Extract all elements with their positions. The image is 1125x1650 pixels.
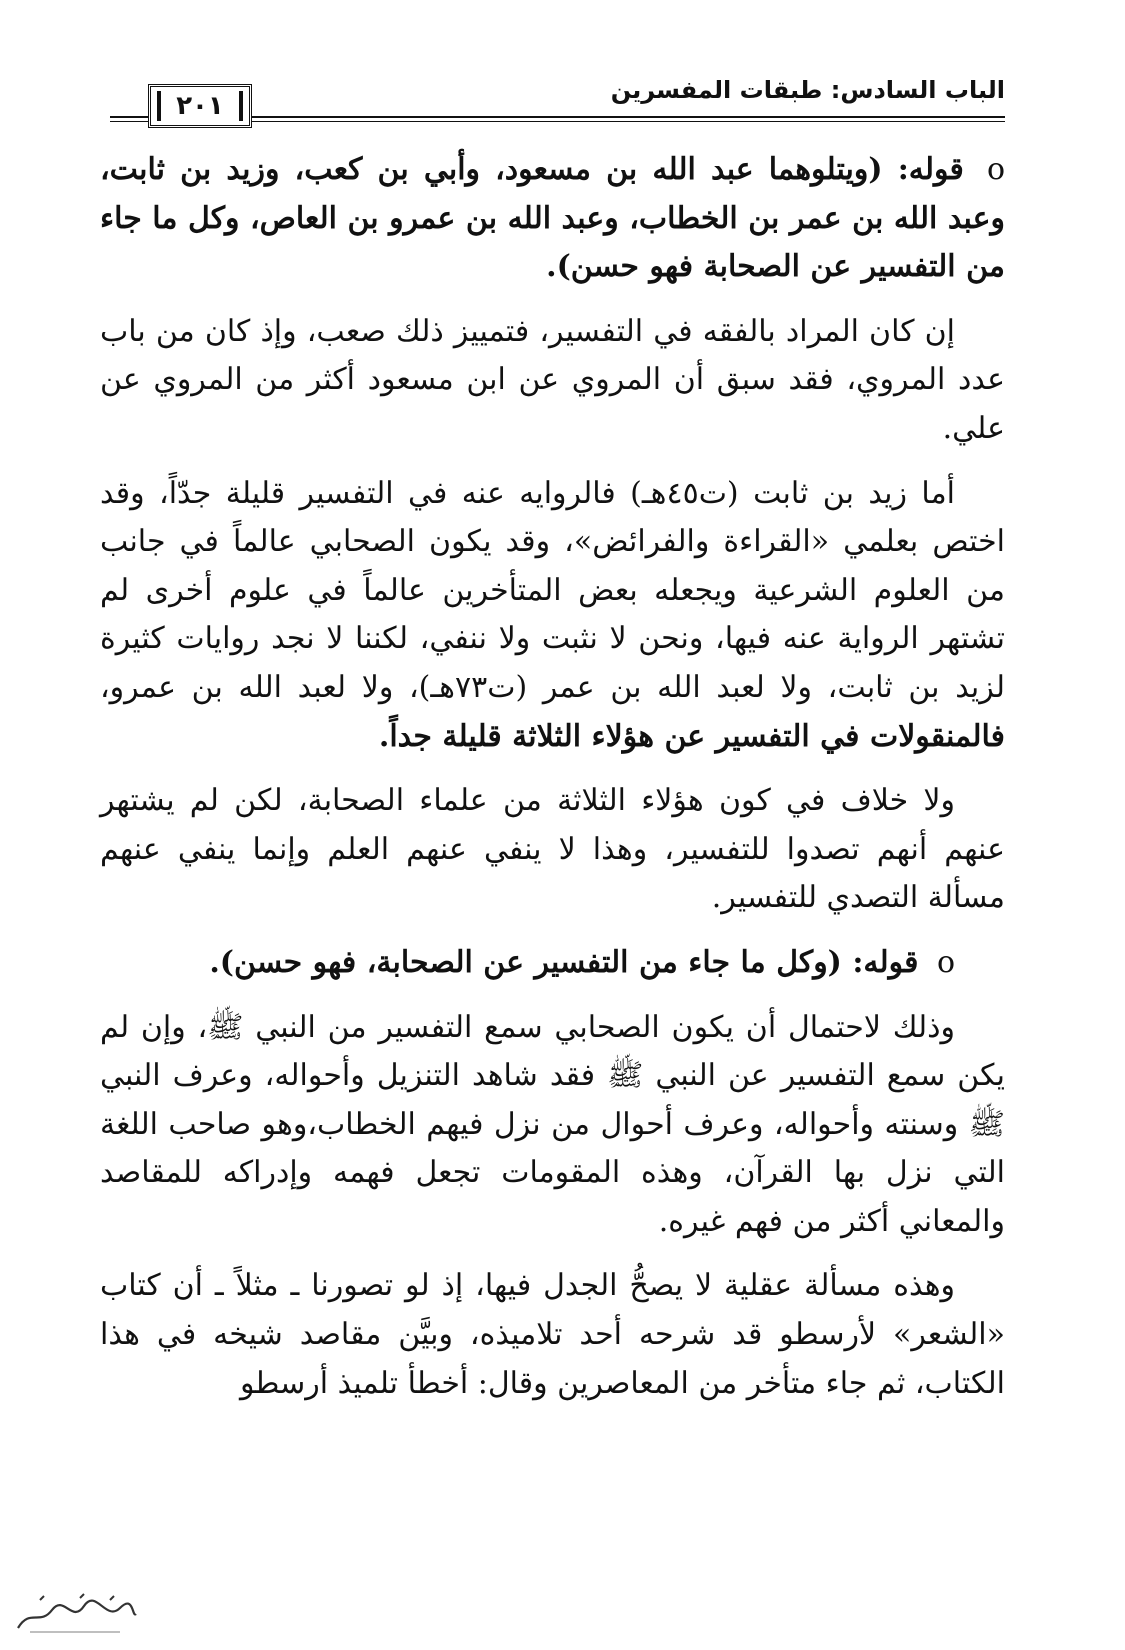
page-body xyxy=(100,146,1005,1424)
paragraph-7: وهذه مسألة عقلية لا يصحُّ الجدل فيها، إذ لو تصورنا ـ مثلاً ـ أن كتاب «الشعر» لأرسطو قد شرحه أحد تلاميذه، وبيَّن مقاصد شيخه في هذا الكتاب، ثم جاء متأخر من المعاصرين وقال: أخطأ تلميذ أرسطو xyxy=(100,1268,1005,1401)
paragraph-2: إن كان المراد بالفقه في التفسير، فتمييز ذلك صعب، وإذ كان من باب عدد المروي، فقد سبق أن المروي عن ابن مسعود أكثر من المروي عن علي. xyxy=(100,313,1005,446)
quote-text: (وكل ما جاء من التفسير عن الصحابة، فهو حسن). xyxy=(209,944,842,980)
quote-paragraph-1 xyxy=(100,146,1005,292)
running-title: الباب السادس: طبقات المفسرين xyxy=(610,76,1005,104)
quote-label: قوله: xyxy=(897,152,964,187)
paragraph-6: وذلك لاحتمال أن يكون الصحابي سمع التفسير من النبي ﷺ، وإن لم يكن سمع التفسير عن النبي ﷺ فقد شاهد التنزيل وأحواله، وعرف النبي ﷺ وسنته وأحواله، وعرف أحوال من نزل فيهم الخطاب،وهو صاحب اللغة التي نزل بها القرآن، وهذه المقومات تجعل فهمه وإدراكه للمقاصد والمعاني أكثر من فهم غيره. xyxy=(100,1009,1005,1239)
publisher-logo-icon xyxy=(10,1588,140,1638)
quote-paragraph-2 xyxy=(100,939,1005,988)
page-header xyxy=(110,72,1005,132)
page-number: ٢٠١ xyxy=(148,84,252,128)
paragraph-4: ولا خلاف في كون هؤلاء الثلاثة من علماء الصحابة، لكن لم يشتهر عنهم أنهم تصدوا للتفسير، وهذا لا ينفي عنهم العلم وإنما ينفي عنهم مسألة التصدي للتفسير. xyxy=(100,783,1005,916)
paragraph-3 xyxy=(100,470,1005,762)
paragraph-lead: أما زيد بن ثابت (ت٤٥هـ) فالروايه عنه في التفسير قليلة جدّاً، xyxy=(159,475,955,511)
quote-text: (ويتلوهما عبد الله بن مسعود، وأبي بن كعب، وزيد بن ثابت، وعبد الله بن عمر بن الخطاب، وعبد الله بن عمرو بن العاص، وكل ما جاء من التفسير عن الصحابة فهو حسن). xyxy=(100,152,1005,285)
bullet-circle-icon: o xyxy=(986,152,1005,187)
bullet-circle-icon: o xyxy=(936,944,955,980)
paragraph-body: وقد اختص بعلمي «القراءة والفرائض»، وقد يكون الصحابي عالماً في جانب من العلوم الشرعية ويجعله بعض المتأخرين عالماً في علوم أخرى لم تشتهر الرواية عنه فيها، ونحن لا نثبت ولا ننفي، لكننا لا نجد روايات كثيرة لزيد بن ثابت، ولا لعبد الله بن عمر (ت٧٣هـ)، ولا لعبد الله بن عمرو، xyxy=(100,475,1005,705)
paragraph-tail: فالمنقولات في التفسير عن هؤلاء الثلاثة قليلة جداً. xyxy=(378,718,1005,754)
quote-label: قوله: xyxy=(852,944,919,980)
